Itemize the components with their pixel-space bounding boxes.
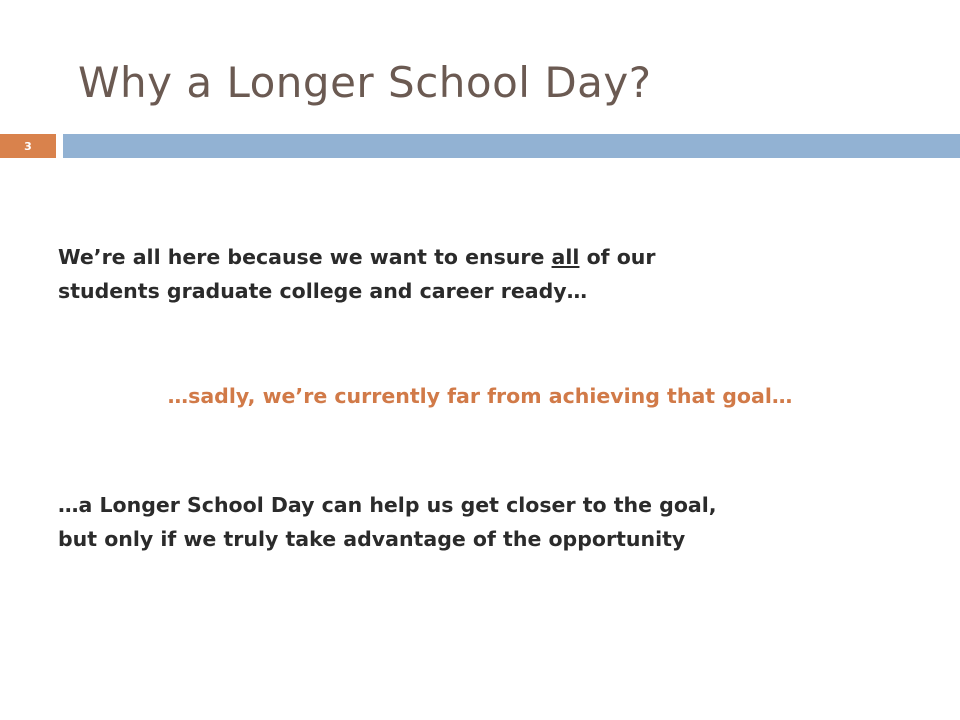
slide-number: 3 — [24, 139, 32, 153]
p1-line2: students graduate college and career ready… — [58, 279, 588, 303]
p3-line2: but only if we truly take advantage of the opportunity — [58, 527, 686, 551]
p1-line1-end: of our — [579, 245, 656, 269]
p1-line1-start: We’re all here because we want to ensure — [58, 245, 552, 269]
header-divider-bar — [63, 134, 960, 158]
paragraph-reality: …sadly, we’re currently far from achieving that goal… — [167, 384, 793, 408]
p1-emphasis-all: all — [551, 245, 580, 269]
slide-number-badge — [0, 134, 56, 158]
slide-title: Why a Longer School Day? — [78, 58, 652, 107]
paragraph-goal — [58, 240, 656, 308]
paragraph-opportunity — [58, 488, 717, 556]
p3-line1: …a Longer School Day can help us get closer to the goal, — [58, 493, 717, 517]
